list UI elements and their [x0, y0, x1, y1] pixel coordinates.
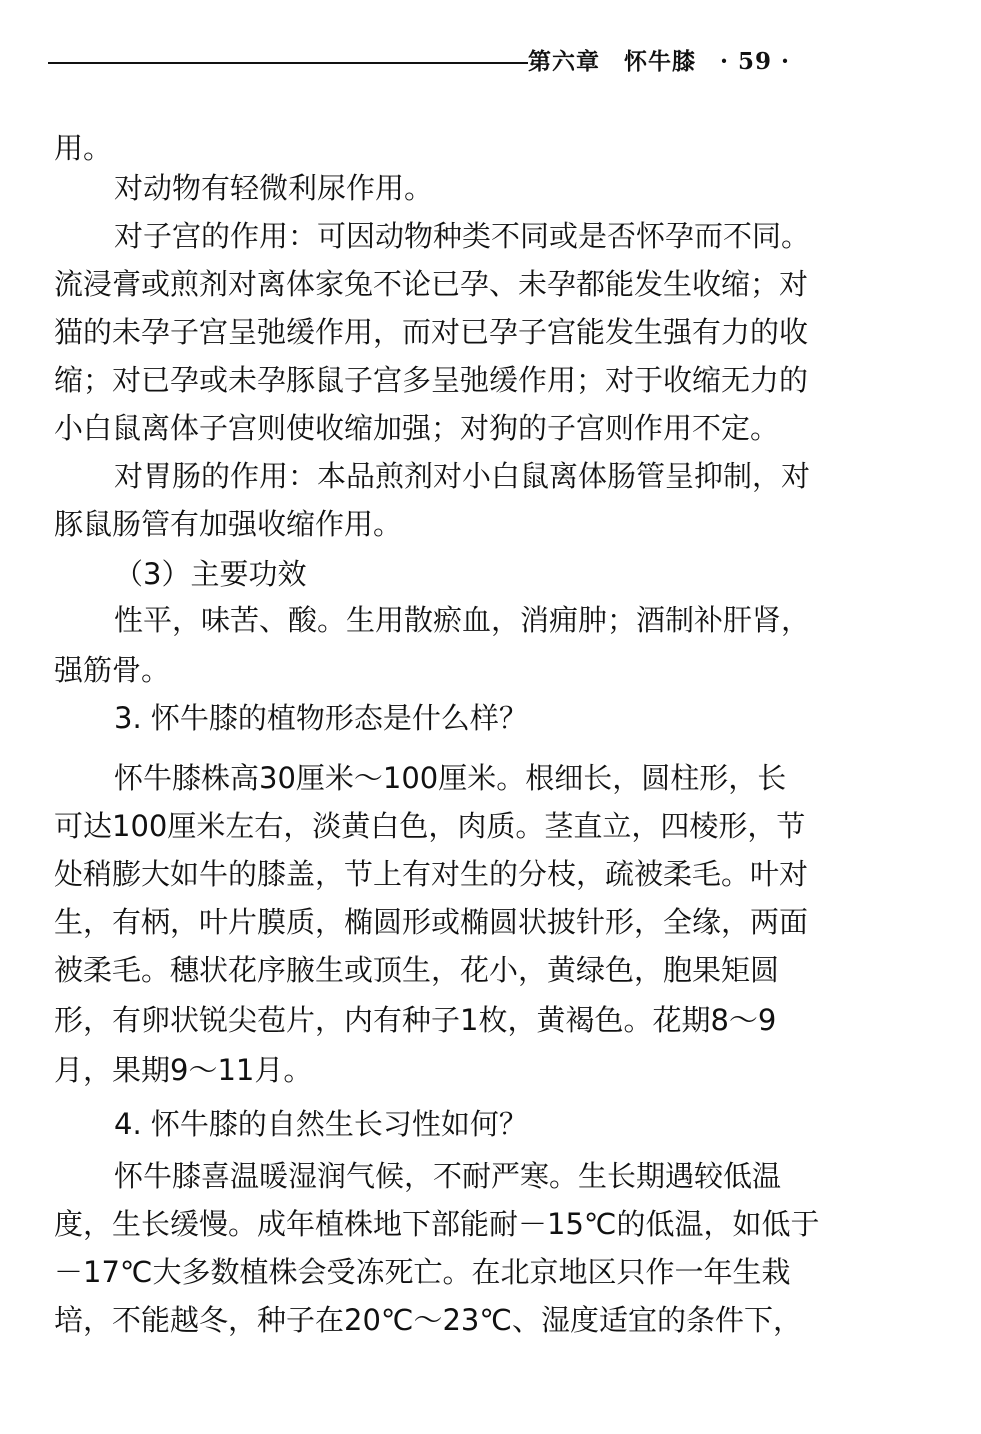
- question-heading: 4. 怀牛膝的自然生长习性如何？: [114, 1107, 528, 1141]
- paragraph-line: 怀牛膝喜温暖湿润气候，不耐严寒。生长期遇较低温: [114, 1159, 782, 1193]
- section-heading: （3）主要功效: [114, 557, 307, 591]
- text-line: 生，有柄，叶片膜质，椭圆形或椭圆状披针形，全缘，两面: [54, 905, 809, 939]
- text-line: 培，不能越冬，种子在20℃～23℃、湿度适宜的条件下，: [54, 1303, 802, 1337]
- text-line: 可达100厘米左右，淡黄白色，肉质。茎直立，四棱形，节: [54, 809, 806, 843]
- text-line: 月，果期9～11月。: [54, 1053, 313, 1087]
- text-line: 缩；对已孕或未孕豚鼠子宫多呈弛缓作用；对于收缩无力的: [54, 363, 809, 397]
- text-line: 猫的未孕子宫呈弛缓作用，而对已孕子宫能发生强有力的收: [54, 315, 809, 349]
- text-line: 小白鼠离体子宫则使收缩加强；对狗的子宫则作用不定。: [54, 411, 780, 445]
- paragraph-line: 对子宫的作用：可因动物种类不同或是否怀孕而不同。: [114, 219, 811, 253]
- header-rule: [48, 62, 528, 64]
- paragraph-line: 怀牛膝株高30厘米～100厘米。根细长，圆柱形，长: [114, 761, 787, 795]
- text-line: 处稍膨大如牛的膝盖，节上有对生的分枝，疏被柔毛。叶对: [54, 857, 809, 891]
- text-line: 强筋骨。: [54, 653, 171, 687]
- text-line: 豚鼠肠管有加强收缩作用。: [54, 507, 403, 541]
- running-header: 第六章 怀牛膝 · 59 ·: [528, 48, 791, 75]
- paragraph-line: 性平，味苦、酸。生用散瘀血，消痈肿；酒制补肝肾，: [114, 603, 811, 637]
- text-line: 用。: [54, 131, 113, 165]
- text-line: 度，生长缓慢。成年植株地下部能耐－15℃的低温，如低于: [54, 1207, 820, 1241]
- text-line: －17℃大多数植株会受冻死亡。在北京地区只作一年生栽: [54, 1255, 791, 1289]
- question-heading: 3. 怀牛膝的植物形态是什么样？: [114, 701, 528, 735]
- paragraph-line: 对动物有轻微利尿作用。: [114, 171, 434, 205]
- text-line: 形，有卵状锐尖苞片，内有种子1枚，黄褐色。花期8～9: [54, 1003, 777, 1037]
- text-line: 被柔毛。穗状花序腋生或顶生，花小，黄绿色，胞果矩圆: [54, 953, 780, 987]
- paragraph-line: 对胃肠的作用：本品煎剂对小白鼠离体肠管呈抑制，对: [114, 459, 811, 493]
- text-line: 流浸膏或煎剂对离体家兔不论已孕、未孕都能发生收缩；对: [54, 267, 809, 301]
